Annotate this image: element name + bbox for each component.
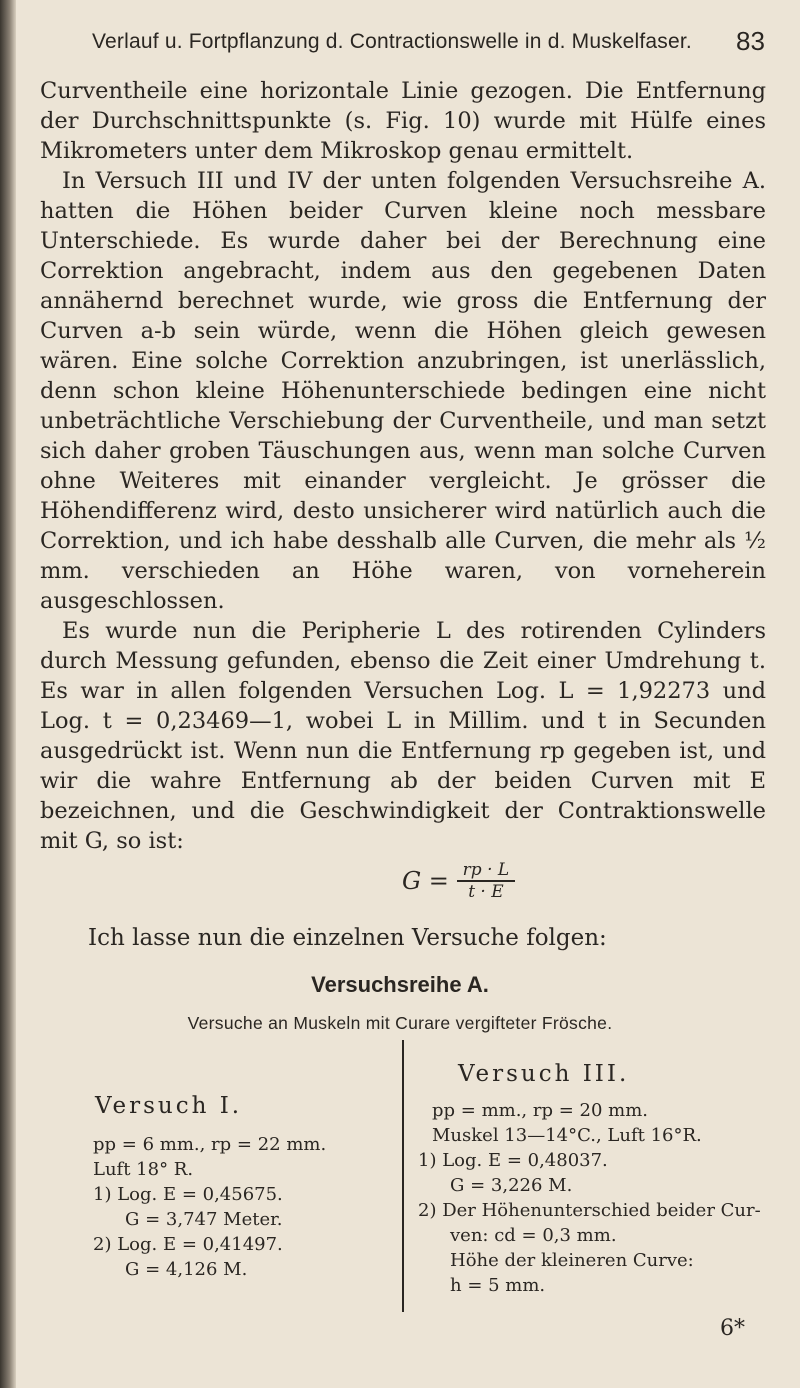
versuch-3-line-4: G = 3,226 M. <box>450 1175 573 1196</box>
versuch-1-line-1: pp = 6 mm., rp = 22 mm. <box>93 1134 327 1155</box>
formula-fraction <box>457 860 515 902</box>
signature-mark: 6* <box>720 1316 745 1341</box>
versuch-3-line-7: Höhe der kleineren Curve: <box>450 1250 694 1271</box>
paragraph-1: Curventheile eine horizontale Linie gezogen. Die Entfernung der Durchschnittspunkte (s. Fig. 10) wurde mit Hülfe eines Mikrometers unter dem Mikroskop genau ermittelt. <box>40 78 766 164</box>
column-divider <box>402 1040 404 1312</box>
series-subtitle: Versuche an Muskeln mit Curare vergifteter Frösche. <box>187 1013 613 1033</box>
versuch-1-line-5: 2) Log. E = 0,41497. <box>93 1234 283 1255</box>
versuch-3-line-5: 2) Der Höhenunterschied beider Cur- <box>418 1200 761 1221</box>
paragraph-2: In Versuch III und IV der unten folgenden Versuchsreihe A. hatten die Höhen beider Curven kleine noch messbare Unterschiede. Es wurde daher bei der Berechnung eine Correktion angebracht, indem aus den gegebenen Daten annähernd berechnet wurde, wie gross die Entfernung der Curven a-b sein würde, wenn die Höhen gleich gewesen wären. Eine solche Correktion anzubringen, ist unerlässlich, denn schon kleine Höhenunterschiede bedingen eine nicht unbeträchtliche Verschiebung der Curventheile, und man setzt sich daher groben Täuschungen aus, wenn man solche Curven ohne Weiteres mit einander vergleicht. Je grösser die Höhendifferenz wird, desto unsicherer wird natürlich auch die Correktion, und ich habe desshalb alle Curven, die mehr als ½ mm. verschieden an Höhe waren, von vorneherein ausgeschlossen. <box>40 168 766 614</box>
velocity-formula <box>402 860 515 902</box>
versuch-1-heading: Versuch I. <box>95 1093 243 1119</box>
series-title: Versuchsreihe A. <box>311 972 489 997</box>
versuch-3-line-8: h = 5 mm. <box>450 1275 546 1296</box>
formula-numerator: rp · L <box>462 860 510 880</box>
versuch-1-line-3: 1) Log. E = 0,45675. <box>93 1184 283 1205</box>
running-head: Verlauf u. Fortpflanzung d. Contractionswelle in d. Muskelfaser. <box>92 30 692 53</box>
versuch-1-line-6: G = 4,126 M. <box>125 1259 248 1280</box>
versuch-3-line-6: ven: cd = 0,3 mm. <box>450 1225 617 1246</box>
formula-denominator: t · E <box>468 881 504 902</box>
paragraph-3: Es wurde nun die Peripherie L des rotirenden Cylinders durch Messung gefunden, ebenso die Zeit einer Umdrehung t. Es war in allen folgenden Versuchen Log. L = 1,92273 und Log. t = 0,23469—1, wobei L in Millim. und t in Secunden ausgedrückt ist. Wenn nun die Entfernung rp gegeben ist, und wir die wahre Entfernung ab der beiden Curven mit E bezeichnen, und die Geschwindigkeit der Contraktionswelle mit G, so ist: <box>40 618 766 854</box>
versuch-3-column <box>418 1058 790 1298</box>
versuch-1-line-2: Luft 18° R. <box>93 1159 194 1180</box>
versuch-1-line-4: G = 3,747 Meter. <box>125 1209 283 1230</box>
page-number: 83 <box>736 26 765 56</box>
versuch-3-heading: Versuch III. <box>458 1061 630 1087</box>
formula-lhs: G = <box>402 866 449 895</box>
versuch-3-line-3: 1) Log. E = 0,48037. <box>418 1150 608 1171</box>
intro-line: Ich lasse nun die einzelnen Versuche folgen: <box>88 925 607 951</box>
versuch-3-line-1: pp = mm., rp = 20 mm. <box>432 1100 649 1121</box>
body-text <box>40 76 766 856</box>
versuch-3-line-2: Muskel 13—14°C., Luft 16°R. <box>432 1125 702 1146</box>
versuch-1-column <box>93 1090 393 1282</box>
